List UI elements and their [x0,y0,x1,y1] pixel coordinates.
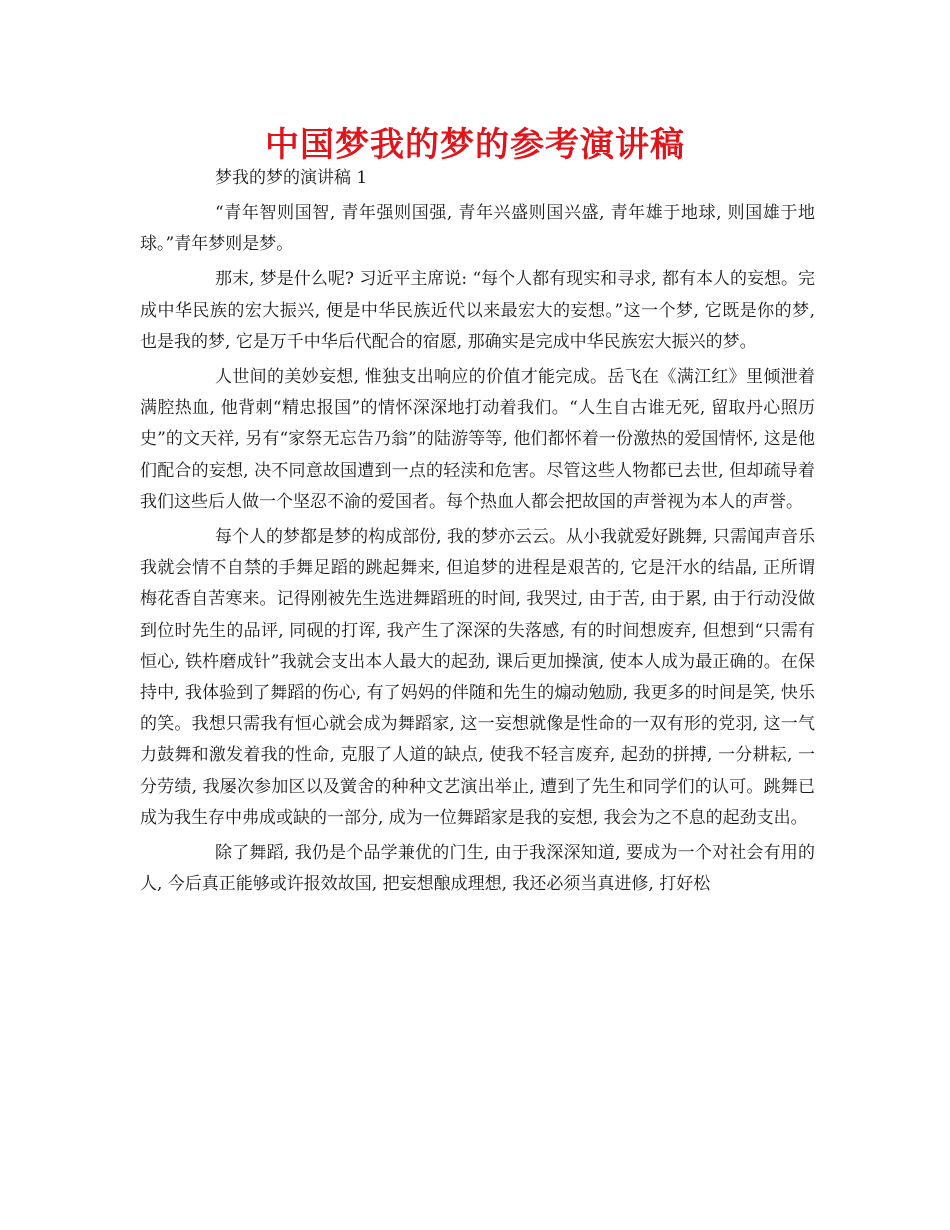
document-title: 中国梦我的梦的参考演讲稿 [265,125,685,165]
paragraph: 每个人的梦都是梦的构成部份, 我的梦亦云云。从小我就爱好跳舞, 只需闻声音乐我就会情不自禁的手舞足蹈的跳起舞来, 但追梦的进程是艰苦的, 它是汗水的结晶, 正所谓梅花香自苦寒来。记得刚被先生选进舞蹈班的时间, 我哭过, 由于苦, 由于累, 由于行动没做到位时先生的品评, 同砚的打诨, 我产生了深深的失落感, 有的时间想废弃, 但想到“只需有恒心, 铁杵磨成针”我就会支出本人最大的起劲, 课后更加操演, 使本人成为最正确的。在保持中, 我体验到了舞蹈的伤心, 有了妈妈的伴随和先生的煽动勉励, 我更多的时间是笑, 快乐的笑。我想只需我有恒心就会成为舞蹈家, 这一妄想就像是性命的一双有形的党羽, 这一气力鼓舞和激发着我的性命, 克服了人道的缺点, 使我不轻言废弃, 起劲的拼搏, 一分耕耘, 一分劳绩, 我屡次参加区以及黉舍的种种文艺演出举止, 遭到了先生和同学们的认可。跳舞已成为我生存中弗成或缺的一部分, 成为一位舞蹈家是我的妄想, 我会为之不息的起劲支出。 [140,527,815,828]
paragraph: 那末, 梦是什么呢? 习近平主席说: “每个人都有现实和寻求, 都有本人的妄想。完成中华民族的宏大振兴, 便是中华民族近代以来最宏大的妄想。”这一个梦, 它既是你的梦, 也是我的梦, 它是万千中华后代配合的宿愿, 那确实是完成中华民族宏大振兴的梦。 [140,269,815,352]
document-subtitle: 梦我的梦的演讲稿 1 [215,168,368,188]
document-body [140,198,815,904]
paragraph: 除了舞蹈, 我仍是个品学兼优的门生, 由于我深深知道, 要成为一个对社会有用的人, 今后真正能够或许报效故国, 把妄想酿成理想, 我还必须当真进修, 打好松 [140,843,815,895]
paragraph: “青年智则国智, 青年强则国强, 青年兴盛则国兴盛, 青年雄于地球, 则国雄于地球。”青年梦则是梦。 [140,203,815,255]
paragraph: 人世间的美妙妄想, 惟独支出响应的价值才能完成。岳飞在《满江红》里倾泄着满腔热血, 他背刺“精忠报国”的情怀深深地打动着我们。“人生自古谁无死, 留取丹心照历史”的文天祥, 另有“家祭无忘告乃翁”的陆游等等, 他们都怀着一份激热的爱国情怀, 这是他们配合的妄想, 决不同意故国遭到一点的轻渎和危害。尽管这些人物都已去世, 但却疏导着我们这些后人做一个坚忍不渝的爱国者。每个热血人都会把故国的声誉视为本人的声誉。 [140,367,815,512]
